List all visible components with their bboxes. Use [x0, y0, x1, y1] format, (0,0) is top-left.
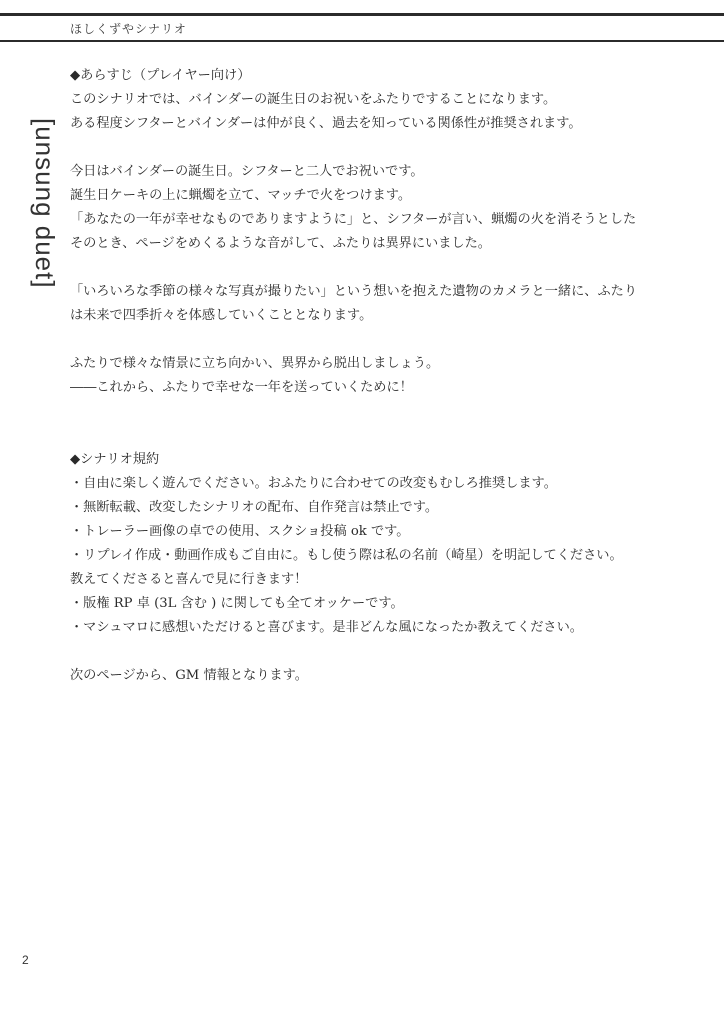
rules-heading: ◆シナリオ規約: [70, 452, 160, 467]
header-rule-bottom: [0, 40, 724, 42]
rule-item: ・マシュマロに感想いただけると喜びます。是非どんな風になったか教えてください。: [70, 620, 583, 635]
synopsis-line: ――これから、ふたりで幸せな一年を送っていくために！: [70, 380, 413, 395]
synopsis-line: は未来で四季折々を体感していくこととなります。: [70, 308, 373, 323]
rule-item: ・リプレイ作成・動画作成もご自由に。もし使う際は私の名前（崎星）を明記してください。: [70, 548, 623, 563]
synopsis-line: 今日はバインダーの誕生日。シフターと二人でお祝いです。: [70, 164, 424, 179]
rule-item: ・自由に楽しく遊んでください。おふたりに合わせての改変もむしろ推奨します。: [70, 476, 557, 491]
synopsis-heading: ◆あらすじ（プレイヤー向け）: [70, 68, 251, 83]
synopsis-line: ある程度シフターとバインダーは仲が良く、過去を知っている関係性が推奨されます。: [70, 116, 582, 131]
side-title: [unsung duet]: [30, 118, 60, 289]
rule-item: ・無断転載、改変したシナリオの配布、自作発言は禁止です。: [70, 500, 439, 515]
running-header-title: ほしくずやシナリオ: [70, 22, 187, 36]
synopsis-line: ふたりで様々な情景に立ち向かい、異界から脱出しましょう。: [70, 356, 440, 371]
body-text: [70, 64, 670, 688]
rule-item: ・トレーラー画像の卓での使用、スクショ投稿 ok です。: [70, 524, 410, 539]
synopsis-line: 「あなたの一年が幸せなものでありますように」と、シフターが言い、蝋燭の火を消そうとした: [70, 212, 637, 227]
header-rule-top: [0, 13, 724, 16]
rule-item: ・版権 RP 卓 (3L 含む ) に関しても全てオッケーです。: [70, 596, 404, 611]
synopsis-line: 誕生日ケーキの上に蝋燭を立て、マッチで火をつけます。: [70, 188, 412, 203]
closing-note: 次のページから、GM 情報となります。: [70, 668, 308, 683]
synopsis-line: このシナリオでは、バインダーの誕生日のお祝いをふたりですることになります。: [70, 92, 557, 107]
synopsis-line: そのとき、ページをめくるような音がして、ふたりは異界にいました。: [70, 236, 491, 251]
page-number: 2: [22, 953, 29, 967]
rule-item: 教えてくださると喜んで見に行きます！: [70, 572, 308, 587]
synopsis-line: 「いろいろな季節の様々な写真が撮りたい」という想いを抱えた遺物のカメラと一緒に、ふたり: [70, 284, 638, 299]
